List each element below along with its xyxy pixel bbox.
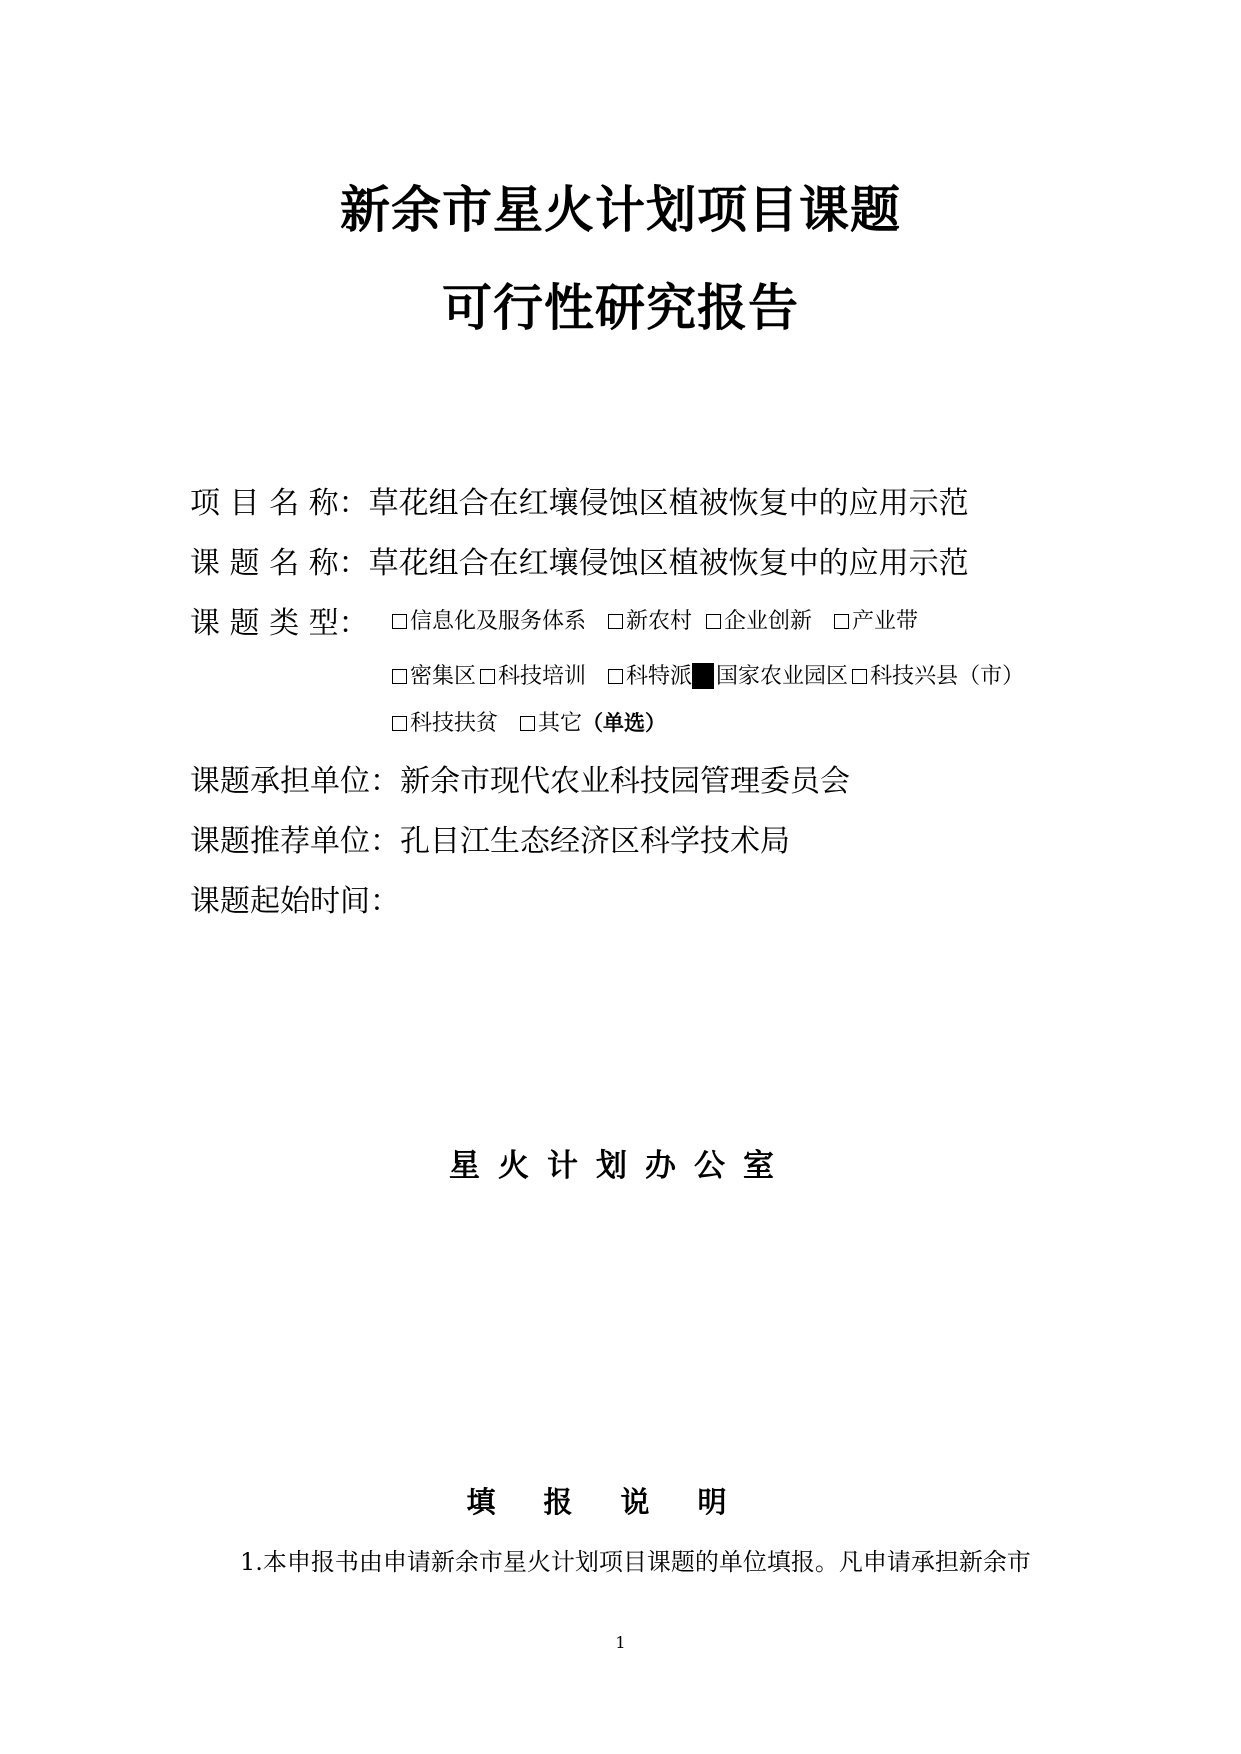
option-label: 新农村 xyxy=(626,609,693,634)
field-recommending-unit xyxy=(190,816,790,860)
topic-type-options-row-3 xyxy=(392,706,666,737)
checkbox-icon[interactable] xyxy=(706,614,721,629)
option-label: 密集区 xyxy=(410,664,477,689)
checkbox-icon[interactable] xyxy=(834,614,849,629)
field-undertaking-unit xyxy=(190,756,850,800)
option-label: 科技扶贫 xyxy=(410,711,499,736)
option-label: 科特派 xyxy=(626,664,693,689)
field-value: 新余市现代农业科技园管理委员会 xyxy=(400,764,850,799)
field-label: 课题承担单位： xyxy=(190,764,400,799)
issuer-office: 星火计划办公室 xyxy=(449,1148,792,1184)
option-label: 科技兴县（市） xyxy=(870,664,1025,689)
field-label: 项 目 名 称： xyxy=(190,486,369,521)
checkbox-icon[interactable] xyxy=(392,614,407,629)
field-label: 课 题 类 型： xyxy=(190,606,369,641)
topic-type-options-row-1 xyxy=(392,604,940,635)
option-label: 信息化及服务体系 xyxy=(410,609,587,634)
field-label: 课 题 名 称： xyxy=(190,546,369,581)
field-topic-type xyxy=(190,598,369,642)
checkbox-icon[interactable] xyxy=(480,669,495,684)
option-label: 科技培训 xyxy=(498,664,587,689)
option-national-agri-park[interactable] xyxy=(692,659,848,690)
option-label: 国家农业园区 xyxy=(716,664,849,689)
document-title-line-2: 可行性研究报告 xyxy=(442,279,799,337)
option-info-service[interactable] xyxy=(392,604,586,635)
option-enterprise-innovation[interactable] xyxy=(706,604,812,635)
option-dense-area[interactable] xyxy=(392,659,476,690)
option-poverty-alleviation[interactable] xyxy=(392,706,498,737)
topic-type-options-row-2 xyxy=(392,659,1046,690)
field-label: 课题起始时间： xyxy=(190,884,400,919)
checkbox-icon[interactable] xyxy=(852,669,867,684)
option-other[interactable] xyxy=(520,706,582,737)
field-project-name xyxy=(190,478,969,522)
checkbox-icon[interactable] xyxy=(392,669,407,684)
field-topic-name xyxy=(190,538,969,582)
document-title-line-1: 新余市星火计划项目课题 xyxy=(340,181,901,239)
option-label: 产业带 xyxy=(852,609,919,634)
option-industry-belt[interactable] xyxy=(834,604,918,635)
option-label: 企业创新 xyxy=(724,609,813,634)
checkbox-icon[interactable] xyxy=(608,669,623,684)
field-value: 孔目江生态经济区科学技术局 xyxy=(400,824,790,859)
option-tech-training[interactable] xyxy=(480,659,586,690)
field-value: 草花组合在红壤侵蚀区植被恢复中的应用示范 xyxy=(368,486,969,521)
page-number: 1 xyxy=(615,1633,626,1652)
checkbox-icon[interactable] xyxy=(608,614,623,629)
instructions-item-1: 1.本申报书由申请新余市星火计划项目课题的单位填报。凡申请承担新余市 xyxy=(240,1548,1031,1576)
field-value: 草花组合在红壤侵蚀区植被恢复中的应用示范 xyxy=(368,546,969,581)
field-label: 课题推荐单位： xyxy=(190,824,400,859)
checkbox-icon[interactable] xyxy=(392,716,407,731)
instructions-title: 填报说明 xyxy=(466,1485,775,1519)
option-label: 其它 xyxy=(538,711,583,736)
checkbox-icon[interactable] xyxy=(520,716,535,731)
option-tech-commissioner[interactable] xyxy=(608,659,692,690)
field-start-time xyxy=(190,876,400,920)
option-tech-county[interactable] xyxy=(852,659,1024,690)
single-choice-note: （单选） xyxy=(582,711,667,735)
option-new-countryside[interactable] xyxy=(608,604,692,635)
checkbox-checked-icon[interactable] xyxy=(692,663,714,689)
